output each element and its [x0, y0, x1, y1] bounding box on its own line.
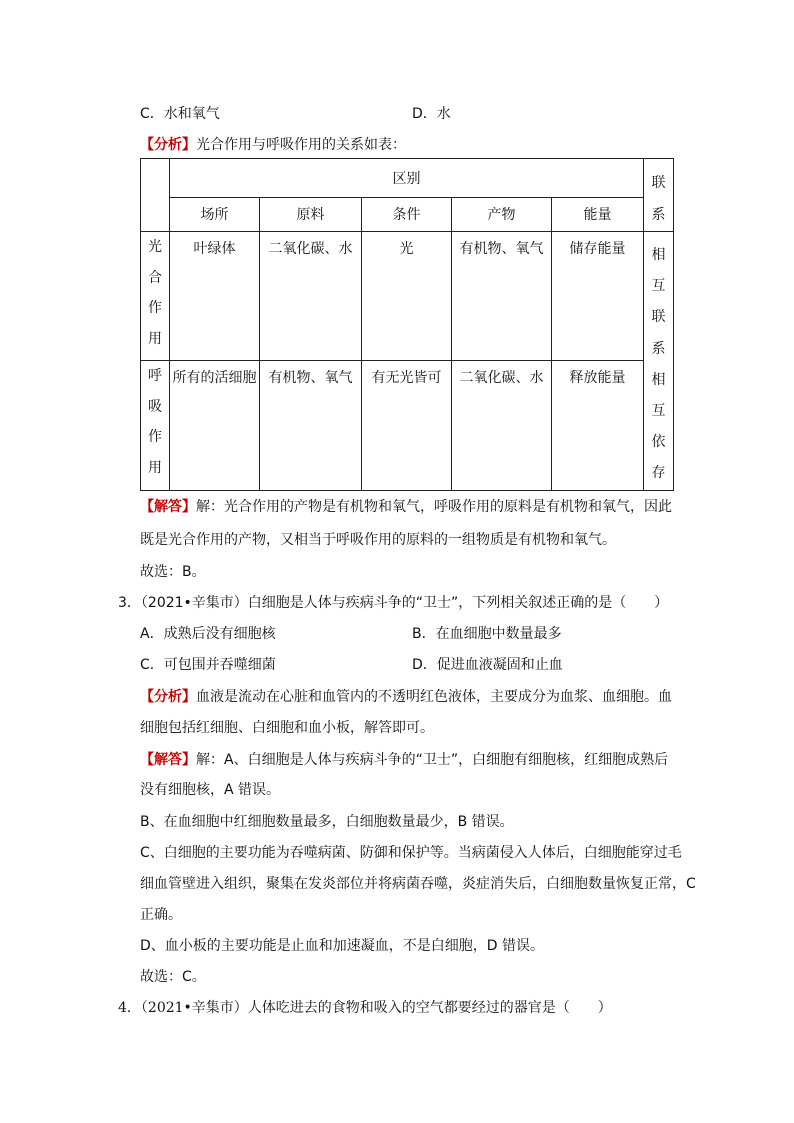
answer-line-1: 【解答】解：光合作用的产物是有机物和氧气，呼吸作用的原料是有机物和氧气，因此: [140, 499, 672, 515]
analysis-tag: 【分析】: [140, 137, 196, 153]
q3-answer-c1: C、白细胞的主要功能为吞噬病菌、防御和保护等。当病菌侵入人体后，白细胞能穿过毛: [140, 845, 682, 861]
link-header: 联 系: [644, 159, 674, 232]
cell-photo-location: 叶绿体: [170, 232, 260, 361]
cell-photo-conditions: 光: [362, 232, 452, 361]
corner-cell: [141, 159, 170, 232]
answer-tag: 【解答】: [140, 499, 196, 515]
cell-resp-materials: 有机物、氧气: [260, 361, 362, 490]
analysis-paragraph: [140, 134, 406, 154]
q3-option-c: C．可包围并吞噬细菌: [140, 657, 276, 673]
q3-option-a: A．成熟后没有细胞核: [140, 626, 276, 642]
cell-photo-energy: 储存能量: [552, 232, 644, 361]
q3-answer-line-2: 没有细胞核，A 错误。: [140, 782, 281, 798]
cell-resp-conditions: 有无光皆可: [362, 361, 452, 490]
choice-q3: 故选：C。: [140, 969, 206, 985]
row-label-photosynthesis: 光 合 作 用: [141, 232, 170, 361]
q3-analysis-line-2: 细胞包括红细胞、白细胞和血小板，解答即可。: [140, 720, 434, 736]
question-4-stem: 4．（2021•辛集市）人体吃进去的食物和吸入的空气都要经过的器官是（ ）: [118, 1000, 612, 1016]
cell-resp-energy: 释放能量: [552, 361, 644, 490]
answer-line-2: 既是光合作用的产物，又相当于呼吸作用的原料的一组物质是有机物和氧气。: [140, 532, 616, 548]
cell-resp-products: 二氧化碳、水: [452, 361, 552, 490]
q3-analysis-line-1: 【分析】血液是流动在心脏和血管内的不透明红色液体，主要成分为血浆、血细胞。血: [140, 689, 672, 705]
q3-option-d: D．促进血液凝固和止血: [412, 657, 563, 673]
q3-option-b: B．在血细胞中数量最多: [412, 626, 562, 642]
cell-resp-location: 所有的活细胞: [170, 361, 260, 490]
group-header: 区别: [170, 159, 644, 198]
q3-answer-c3: 正确。: [140, 907, 182, 923]
col-header-products: 产物: [452, 197, 552, 231]
link-text: 相 互 联 系 相 互 依 存: [644, 232, 674, 491]
col-header-materials: 原料: [260, 197, 362, 231]
option-c: C．水和氧气: [140, 106, 220, 122]
cell-photo-products: 有机物、氧气: [452, 232, 552, 361]
choice-q2: 故选：B。: [140, 564, 206, 580]
analysis-text: 光合作用与呼吸作用的关系如表：: [196, 137, 406, 153]
q3-answer-c2: 细血管壁进入组织，聚集在发炎部位并将病菌吞噬，炎症消失后，白细胞数量恢复正常，C: [140, 876, 696, 892]
q3-answer-line-1: 【解答】解：A、白细胞是人体与疾病斗争的“卫士”，白细胞有细胞核，红细胞成熟后: [140, 752, 669, 768]
option-d: D．水: [412, 106, 451, 122]
cell-photo-materials: 二氧化碳、水: [260, 232, 362, 361]
col-header-energy: 能量: [552, 197, 644, 231]
photosynthesis-respiration-table: [140, 158, 674, 491]
q3-answer-tag: 【解答】: [140, 752, 196, 768]
q3-answer-b: B、在血细胞中红细胞数量最多，白细胞数量最少，B 错误。: [140, 814, 514, 830]
question-3-stem: 3．（2021•辛集市）白细胞是人体与疾病斗争的“卫士”，下列相关叙述正确的是（ ）: [118, 595, 669, 611]
row-label-respiration: 呼 吸 作 用: [141, 361, 170, 490]
col-header-conditions: 条件: [362, 197, 452, 231]
col-header-location: 场所: [170, 197, 260, 231]
q3-analysis-tag: 【分析】: [140, 689, 196, 705]
q3-answer-d: D、血小板的主要功能是止血和加速凝血，不是白细胞，D 错误。: [140, 938, 545, 954]
